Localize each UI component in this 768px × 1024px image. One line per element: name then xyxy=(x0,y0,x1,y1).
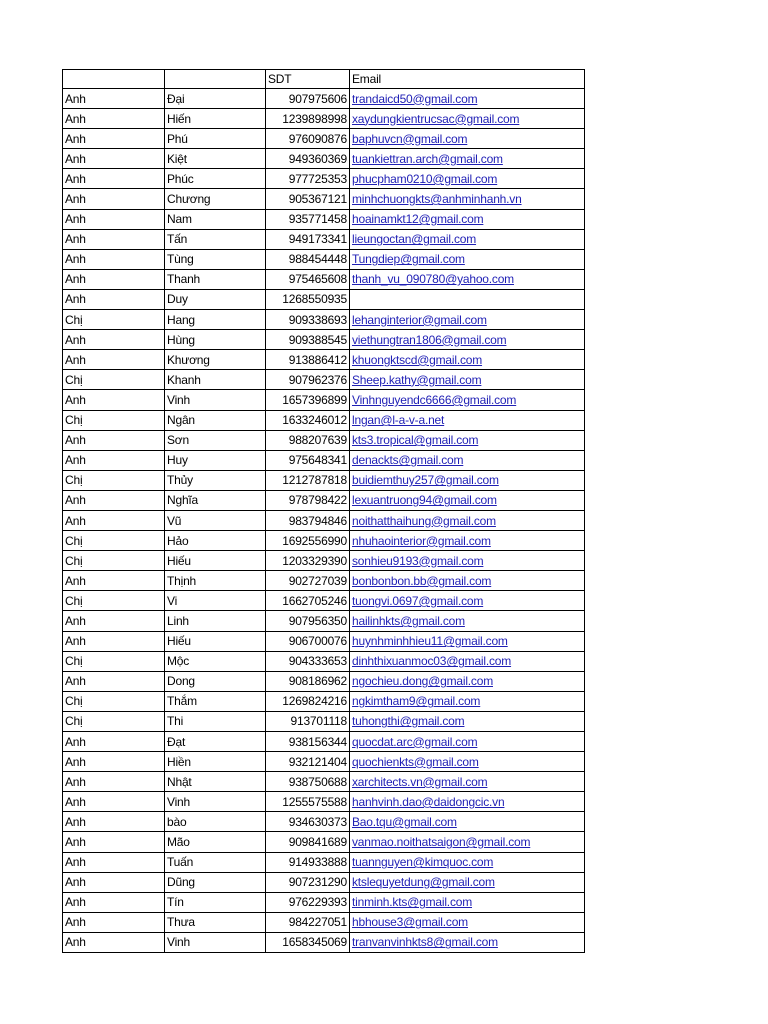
title-cell: Anh xyxy=(63,792,165,812)
name-cell: Thi xyxy=(165,711,266,731)
email-link[interactable]: ngochieu.dong@gmail.com xyxy=(350,671,585,691)
phone-cell: 976090876 xyxy=(266,129,350,149)
title-cell: Chị xyxy=(63,711,165,731)
phone-cell: 1657396899 xyxy=(266,390,350,410)
email-link[interactable]: xarchitects.vn@gmail.com xyxy=(350,772,585,792)
name-cell: Chương xyxy=(165,189,266,209)
table-row xyxy=(63,430,585,450)
email-link[interactable]: lieungoctan@gmail.com xyxy=(350,229,585,249)
header-cell-title xyxy=(63,70,165,89)
name-cell: Ngân xyxy=(165,410,266,430)
title-cell: Chị xyxy=(63,310,165,330)
name-cell: Khương xyxy=(165,350,266,370)
email-link[interactable]: ngkimtham9@gmail.com xyxy=(350,691,585,711)
name-cell: Hiến xyxy=(165,109,266,129)
name-cell: Vinh xyxy=(165,932,266,952)
title-cell: Anh xyxy=(63,571,165,591)
title-cell: Anh xyxy=(63,289,165,309)
title-cell: Anh xyxy=(63,631,165,651)
title-cell: Anh xyxy=(63,611,165,631)
email-link[interactable]: Bao.tqu@gmail.com xyxy=(350,812,585,832)
email-link[interactable]: vanmao.noithatsaigon@gmail.com xyxy=(350,832,585,852)
phone-cell: 909338693 xyxy=(266,310,350,330)
name-cell: Mộc xyxy=(165,651,266,671)
table-row xyxy=(63,671,585,691)
title-cell: Anh xyxy=(63,490,165,510)
title-cell: Anh xyxy=(63,330,165,350)
name-cell: Dũng xyxy=(165,872,266,892)
email-link[interactable]: ktslequyetdung@gmail.com xyxy=(350,872,585,892)
title-cell: Chị xyxy=(63,651,165,671)
title-cell: Anh xyxy=(63,109,165,129)
phone-cell: 935771458 xyxy=(266,209,350,229)
table-row xyxy=(63,772,585,792)
table-row xyxy=(63,892,585,912)
phone-cell: 907962376 xyxy=(266,370,350,390)
name-cell: Mão xyxy=(165,832,266,852)
header-row xyxy=(63,70,585,89)
name-cell: Nam xyxy=(165,209,266,229)
title-cell: Anh xyxy=(63,89,165,109)
phone-cell: 983794846 xyxy=(266,510,350,530)
contact-table xyxy=(62,69,585,953)
table-row xyxy=(63,611,585,631)
table-row xyxy=(63,732,585,752)
phone-cell: 977725353 xyxy=(266,169,350,189)
title-cell: Chị xyxy=(63,691,165,711)
title-cell: Anh xyxy=(63,772,165,792)
title-cell: Anh xyxy=(63,269,165,289)
phone-cell: 908186962 xyxy=(266,671,350,691)
title-cell: Anh xyxy=(63,510,165,530)
title-cell: Anh xyxy=(63,169,165,189)
email-link[interactable]: quochienkts@gmail.com xyxy=(350,752,585,772)
table-row xyxy=(63,711,585,731)
name-cell: Vi xyxy=(165,591,266,611)
email-link[interactable]: bonbonbon.bb@gmail.com xyxy=(350,571,585,591)
email-link[interactable]: quocdat.arc@gmail.com xyxy=(350,732,585,752)
phone-cell: 907956350 xyxy=(266,611,350,631)
table-row xyxy=(63,410,585,430)
table-row xyxy=(63,872,585,892)
table-row xyxy=(63,229,585,249)
title-cell: Anh xyxy=(63,872,165,892)
name-cell: Khanh xyxy=(165,370,266,390)
title-cell: Anh xyxy=(63,912,165,932)
email-link[interactable]: lexuantruong94@gmail.com xyxy=(350,490,585,510)
name-cell: Phúc xyxy=(165,169,266,189)
phone-cell: 975648341 xyxy=(266,450,350,470)
email-link[interactable]: lehanginterior@gmail.com xyxy=(350,310,585,330)
table-row xyxy=(63,591,585,611)
table-row xyxy=(63,310,585,330)
email-link[interactable]: sonhieu9193@gmail.com xyxy=(350,551,585,571)
name-cell: Hiếu xyxy=(165,631,266,651)
name-cell: Đạt xyxy=(165,732,266,752)
name-cell: Hiếu xyxy=(165,551,266,571)
name-cell: Tấn xyxy=(165,229,266,249)
name-cell: Linh xyxy=(165,611,266,631)
table-row xyxy=(63,390,585,410)
name-cell: Vinh xyxy=(165,390,266,410)
title-cell: Anh xyxy=(63,852,165,872)
name-cell: Phú xyxy=(165,129,266,149)
phone-cell: 932121404 xyxy=(266,752,350,772)
table-row xyxy=(63,551,585,571)
title-cell: Chị xyxy=(63,370,165,390)
email-link[interactable]: Tungdiep@gmail.com xyxy=(350,249,585,269)
name-cell: Thịnh xyxy=(165,571,266,591)
email-link[interactable]: tuannguyen@kimquoc.com xyxy=(350,852,585,872)
email-link[interactable] xyxy=(350,289,585,309)
table-row xyxy=(63,209,585,229)
name-cell: Sơn xyxy=(165,430,266,450)
name-cell: Dong xyxy=(165,671,266,691)
title-cell: Anh xyxy=(63,390,165,410)
table-row xyxy=(63,89,585,109)
email-link[interactable]: tuongvi.0697@gmail.com xyxy=(350,591,585,611)
title-cell: Chị xyxy=(63,591,165,611)
phone-cell: 975465608 xyxy=(266,269,350,289)
title-cell: Anh xyxy=(63,129,165,149)
phone-cell: 1268550935 xyxy=(266,289,350,309)
email-link[interactable]: huynhminhhieu11@gmail.com xyxy=(350,631,585,651)
phone-cell: 902727039 xyxy=(266,571,350,591)
table-row xyxy=(63,289,585,309)
phone-cell: 1239898998 xyxy=(266,109,350,129)
table-row xyxy=(63,932,585,952)
title-cell: Anh xyxy=(63,249,165,269)
email-link[interactable]: hbhouse3@gmail.com xyxy=(350,912,585,932)
name-cell: Thanh xyxy=(165,269,266,289)
table-row xyxy=(63,571,585,591)
email-link[interactable]: Vinhnguyendc6666@gmail.com xyxy=(350,390,585,410)
title-cell: Anh xyxy=(63,892,165,912)
title-cell: Anh xyxy=(63,209,165,229)
name-cell: Nghĩa xyxy=(165,490,266,510)
name-cell: Hang xyxy=(165,310,266,330)
name-cell: Thưa xyxy=(165,912,266,932)
email-link[interactable]: tranvanvinhkts8@gmail.com xyxy=(350,932,585,952)
title-cell: Chị xyxy=(63,470,165,490)
title-cell: Anh xyxy=(63,732,165,752)
name-cell: Nhật xyxy=(165,772,266,792)
phone-cell: 988207639 xyxy=(266,430,350,450)
phone-cell: 1633246012 xyxy=(266,410,350,430)
phone-cell: 978798422 xyxy=(266,490,350,510)
phone-cell: 934630373 xyxy=(266,812,350,832)
phone-cell: 909841689 xyxy=(266,832,350,852)
table-row xyxy=(63,189,585,209)
name-cell: Vũ xyxy=(165,510,266,530)
name-cell: Duy xyxy=(165,289,266,309)
phone-cell: 949173341 xyxy=(266,229,350,249)
title-cell: Anh xyxy=(63,229,165,249)
email-link[interactable]: viethungtran1806@gmail.com xyxy=(350,330,585,350)
table-row xyxy=(63,350,585,370)
name-cell: Tuấn xyxy=(165,852,266,872)
phone-cell: 914933888 xyxy=(266,852,350,872)
header-cell-email: Email xyxy=(350,70,585,89)
table-row xyxy=(63,249,585,269)
phone-cell: 913701118 xyxy=(266,711,350,731)
email-link[interactable]: noithatthaihung@gmail.com xyxy=(350,510,585,530)
title-cell: Anh xyxy=(63,189,165,209)
table-row xyxy=(63,792,585,812)
table-row xyxy=(63,510,585,530)
table-row xyxy=(63,129,585,149)
title-cell: Chị xyxy=(63,551,165,571)
email-link[interactable]: lngan@l-a-v-a.net xyxy=(350,410,585,430)
name-cell: Huy xyxy=(165,450,266,470)
email-link[interactable]: denackts@gmail.com xyxy=(350,450,585,470)
phone-cell: 905367121 xyxy=(266,189,350,209)
name-cell: Thủy xyxy=(165,470,266,490)
phone-cell: 1692556990 xyxy=(266,531,350,551)
phone-cell: 904333653 xyxy=(266,651,350,671)
phone-cell: 907975606 xyxy=(266,89,350,109)
phone-cell: 909388545 xyxy=(266,330,350,350)
phone-cell: 976229393 xyxy=(266,892,350,912)
table-row xyxy=(63,852,585,872)
title-cell: Anh xyxy=(63,752,165,772)
phone-cell: 938750688 xyxy=(266,772,350,792)
email-link[interactable]: tuhongthi@gmail.com xyxy=(350,711,585,731)
table-row xyxy=(63,450,585,470)
phone-cell: 1662705246 xyxy=(266,591,350,611)
table-row xyxy=(63,631,585,651)
email-link[interactable]: khuongktscd@gmail.com xyxy=(350,350,585,370)
email-link[interactable]: baphuvcn@gmail.com xyxy=(350,129,585,149)
name-cell: Hảo xyxy=(165,531,266,551)
email-link[interactable]: nhuhaointerior@gmail.com xyxy=(350,531,585,551)
title-cell: Anh xyxy=(63,932,165,952)
email-link[interactable]: hanhvinh.dao@daidongcic.vn xyxy=(350,792,585,812)
title-cell: Anh xyxy=(63,350,165,370)
phone-cell: 984227051 xyxy=(266,912,350,932)
phone-cell: 1212787818 xyxy=(266,470,350,490)
phone-cell: 949360369 xyxy=(266,149,350,169)
email-link[interactable]: tinminh.kts@gmail.com xyxy=(350,892,585,912)
email-link[interactable]: buidiemthuy257@gmail.com xyxy=(350,470,585,490)
header-cell-name xyxy=(165,70,266,89)
table-row xyxy=(63,330,585,350)
title-cell: Anh xyxy=(63,430,165,450)
table-row xyxy=(63,812,585,832)
email-link[interactable]: trandaicd50@gmail.com xyxy=(350,89,585,109)
email-link[interactable]: thanh_vu_090780@yahoo.com xyxy=(350,269,585,289)
header-cell-sdt: SDT xyxy=(266,70,350,89)
email-link[interactable]: hoainamkt12@gmail.com xyxy=(350,209,585,229)
table-row xyxy=(63,109,585,129)
email-link[interactable]: tuankiettran.arch@gmail.com xyxy=(350,149,585,169)
name-cell: Hiền xyxy=(165,752,266,772)
title-cell: Anh xyxy=(63,149,165,169)
table-row xyxy=(63,531,585,551)
name-cell: Vinh xyxy=(165,792,266,812)
email-link[interactable]: kts3.tropical@gmail.com xyxy=(350,430,585,450)
table-row xyxy=(63,470,585,490)
email-link[interactable]: minhchuongkts@anhminhanh.vn xyxy=(350,189,585,209)
phone-cell: 988454448 xyxy=(266,249,350,269)
table-row xyxy=(63,691,585,711)
email-link[interactable]: xaydungkientrucsac@gmail.com xyxy=(350,109,585,129)
phone-cell: 1255575588 xyxy=(266,792,350,812)
title-cell: Anh xyxy=(63,671,165,691)
phone-cell: 913886412 xyxy=(266,350,350,370)
table-row xyxy=(63,832,585,852)
table-row xyxy=(63,752,585,772)
email-link[interactable]: hailinhkts@gmail.com xyxy=(350,611,585,631)
table-row xyxy=(63,169,585,189)
phone-cell: 1658345069 xyxy=(266,932,350,952)
phone-cell: 907231290 xyxy=(266,872,350,892)
email-link[interactable]: phucpham0210@gmail.com xyxy=(350,169,585,189)
name-cell: Đại xyxy=(165,89,266,109)
name-cell: Thắm xyxy=(165,691,266,711)
title-cell: Anh xyxy=(63,450,165,470)
phone-cell: 906700076 xyxy=(266,631,350,651)
name-cell: Hùng xyxy=(165,330,266,350)
table-row xyxy=(63,149,585,169)
phone-cell: 1203329390 xyxy=(266,551,350,571)
name-cell: Tùng xyxy=(165,249,266,269)
table-row xyxy=(63,912,585,932)
table-row xyxy=(63,269,585,289)
title-cell: Anh xyxy=(63,832,165,852)
email-link[interactable]: dinhthixuanmoc03@gmail.com xyxy=(350,651,585,671)
name-cell: Tín xyxy=(165,892,266,912)
phone-cell: 938156344 xyxy=(266,732,350,752)
name-cell: Kiệt xyxy=(165,149,266,169)
table-row xyxy=(63,651,585,671)
table-row xyxy=(63,370,585,390)
title-cell: Chị xyxy=(63,531,165,551)
email-link[interactable]: Sheep.kathy@gmail.com xyxy=(350,370,585,390)
title-cell: Anh xyxy=(63,812,165,832)
table-row xyxy=(63,490,585,510)
title-cell: Chị xyxy=(63,410,165,430)
name-cell: bào xyxy=(165,812,266,832)
phone-cell: 1269824216 xyxy=(266,691,350,711)
